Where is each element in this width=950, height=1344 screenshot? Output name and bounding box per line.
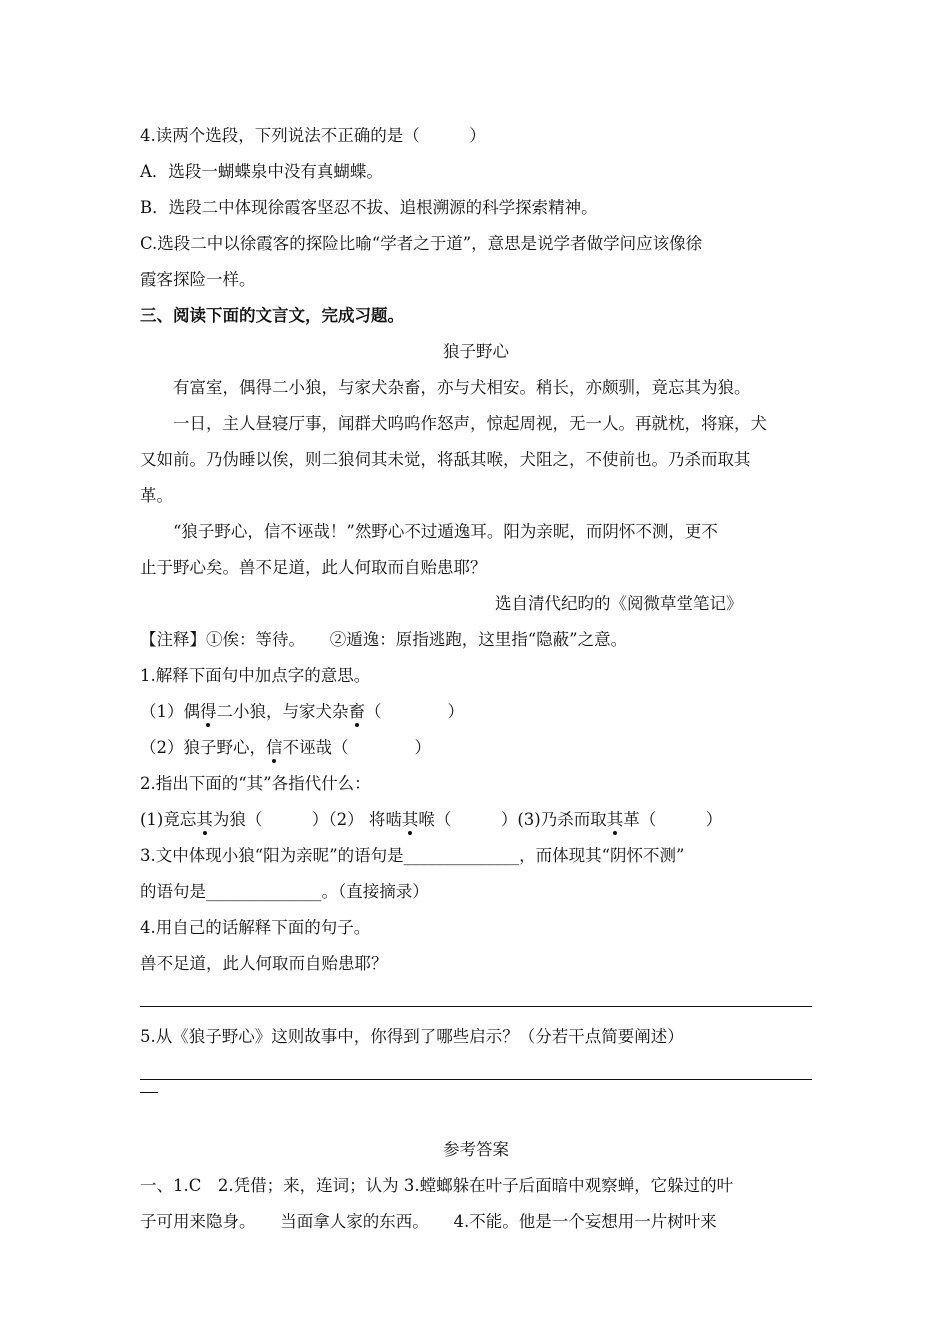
q1-2-post: 不诬哉（ ） <box>282 738 431 757</box>
passage-paragraph-3-line2: 止于野心矣。兽不足道，此人何取而自贻患耶？ <box>140 558 487 577</box>
q4-option-a: A．选段一蝴蝶泉中没有真蝴蝶。 <box>140 162 383 181</box>
dotted-char: 得 <box>200 702 217 721</box>
q1-2-pre: （2）狼子野心， <box>140 738 266 757</box>
q1-1-pre: （1）偶 <box>140 702 200 721</box>
passage-paragraph-1: 有富室，偶得二小狼，与家犬杂畜，亦与犬相安。稍长，亦颇驯，竟忘其为狼。 <box>173 378 751 397</box>
dotted-char: 信 <box>266 738 283 757</box>
q2-part-c: 喉（ ）(3)乃杀而取 <box>418 810 607 829</box>
question-3-line1: 3.文中体现小狼“阳为亲昵”的语句是______________，而体现其“阴怀不测” <box>140 846 685 865</box>
answer-line-5 <box>140 1055 812 1080</box>
dotted-char: 其 <box>401 810 419 829</box>
section-three-heading: 三、阅读下面的文言文，完成习题。 <box>140 306 404 325</box>
q1-1-mid: 二小狼，与家犬杂 <box>216 702 349 721</box>
passage-paragraph-2-line2: 又如前。乃伪睡以俟，则二狼伺其未觉，将舐其喉，犬阻之，不使前也。乃杀而取其 <box>140 450 751 469</box>
question-2-items <box>140 802 812 838</box>
passage-paragraph-2-line3: 革。 <box>140 486 173 505</box>
q2-part-d: 革（ ） <box>623 810 723 829</box>
question-5: 5.从《狼子野心》这则故事中，你得到了哪些启示？（分若干点简要阐述） <box>140 1027 684 1046</box>
dotted-char: 其 <box>606 810 624 829</box>
answer-line-4 <box>140 982 812 1007</box>
answers-line-1: 一、1.C 2.凭借；来，连词；认为 3.螳螂躲在叶子后面暗中观察蝉，它躲过的叶 <box>140 1176 734 1195</box>
q2-part-b: 为狼（ ）（2） 将啮 <box>212 810 402 829</box>
q4-option-c-line1: C.选段二中以徐霞客的探险比喻“学者之于道”，意思是说学者做学问应该像徐 <box>140 234 703 253</box>
passage-paragraph-2-line1: 一日，主人昼寝厅事，闻群犬呜呜作怒声，惊起周视，无一人。再就枕，将寐，犬 <box>173 414 767 433</box>
q4-stem: 4.读两个选段，下列说法不正确的是（ ） <box>140 126 486 145</box>
answers-line-2: 子可用来隐身。 当面拿人家的东西。 4.不能。他是一个妄想用一片树叶来 <box>140 1212 717 1231</box>
passage-title: 狼子野心 <box>443 342 509 361</box>
answer-line-5-tail <box>140 1084 812 1098</box>
answers-title: 参考答案 <box>443 1140 509 1159</box>
document-page <box>140 118 812 1240</box>
question-1-item-2 <box>140 730 812 766</box>
question-2: 2.指出下面的“其”各指代什么： <box>140 774 371 793</box>
dotted-char: 畜 <box>348 702 365 721</box>
q4-option-c-line2: 霞客探险一样。 <box>140 270 256 289</box>
dotted-char: 其 <box>196 810 213 829</box>
passage-paragraph-3-line1: “狼子野心，信不诬哉！”然野心不过遁逸耳。阳为亲昵，而阴怀不测，更不 <box>173 522 718 541</box>
question-1: 1.解释下面句中加点字的意思。 <box>140 666 371 685</box>
passage-notes: 【注释】①俟：等待。 ②遁逸：原指逃跑，这里指“隐蔽”之意。 <box>140 630 628 649</box>
question-1-item-1 <box>140 694 812 730</box>
q4-option-b: B．选段二中体现徐霞客坚忍不拔、追根溯源的科学探索精神。 <box>140 198 598 217</box>
q2-part-a: (1)竟忘 <box>140 810 197 829</box>
q1-1-blank: （ ） <box>365 702 464 721</box>
passage-source: 选自清代纪昀的《阅微草堂笔记》 <box>495 594 743 613</box>
question-3-line2: 的语句是______________。（直接摘录） <box>140 882 429 901</box>
question-4: 4.用自己的话解释下面的句子。 <box>140 918 371 937</box>
question-4-sentence: 兽不足道，此人何取而自贻患耶？ <box>140 954 388 973</box>
